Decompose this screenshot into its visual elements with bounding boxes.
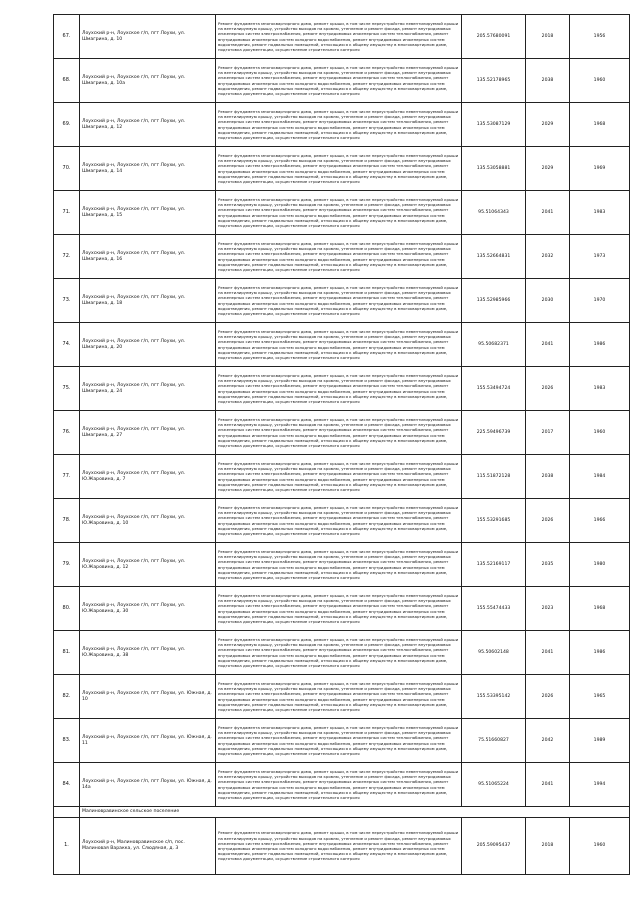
row-plan-year: 2038 xyxy=(526,455,570,499)
row-plan-year: 2038 xyxy=(526,59,570,103)
row-number: 68. xyxy=(54,59,80,103)
row-address: Лоухский р-н, Лоухское г/п, пгт Лоухи, ул. Шмагрина, д. 10 xyxy=(80,15,216,59)
row-build-year: 1983 xyxy=(570,191,630,235)
row-work-list: Ремонт фундамента многоквартирного дома, ремонт крыши, в том числе переустройство невентилируемой крыши на вентилируемую крышу, устройство выходов на кровлю, утепление и ремонт фасада, ремонт внутридомовых инженерных систем электроснабжения, ремонт внутридомовых инженерных систем теплоснабжения, ремонт внутридомовых инженерных систем холодного водоснабжения, ремонт внутридомовых инженерных систем водоотведения, ремонт подвальных помещений, относящихся к общему имуществу в многоквартирном доме, подготовка документации, осуществление строительного контроля xyxy=(216,818,462,875)
table-row xyxy=(54,719,630,763)
row-number: 67. xyxy=(54,15,80,59)
row-plan-year: 2026 xyxy=(526,499,570,543)
row-number: 78. xyxy=(54,499,80,543)
row-cost: 135.52985966 xyxy=(462,279,526,323)
row-cost: 135.53087129 xyxy=(462,103,526,147)
row-cost: 95.51064343 xyxy=(462,191,526,235)
row-cost: 95.51065224 xyxy=(462,763,526,807)
row-work-list: Ремонт фундамента многоквартирного дома, ремонт крыши, в том числе переустройство невентилируемой крыши на вентилируемую крышу, устройство выходов на кровлю, утепление и ремонт фасада, ремонт внутридомовых инженерных систем электроснабжения, ремонт внутридомовых инженерных систем теплоснабжения, ремонт внутридомовых инженерных систем холодного водоснабжения, ремонт внутридомовых инженерных систем водоотведения, ремонт подвальных помещений, относящихся к общему имуществу в многоквартирном доме, подготовка документации, осуществление строительного контроля xyxy=(216,631,462,675)
table-body xyxy=(54,15,630,807)
row-plan-year: 2018 xyxy=(526,15,570,59)
row-cost: 135.53058881 xyxy=(462,147,526,191)
row-work-list: Ремонт фундамента многоквартирного дома, ремонт крыши, в том числе переустройство невентилируемой крыши на вентилируемую крышу, устройство выходов на кровлю, утепление и ремонт фасада, ремонт внутридомовых инженерных систем электроснабжения, ремонт внутридомовых инженерных систем теплоснабжения, ремонт внутридомовых инженерных систем холодного водоснабжения, ремонт внутридомовых инженерных систем водоотведения, ремонт подвальных помещений, относящихся к общему имуществу в многоквартирном доме, подготовка документации, осуществление строительного контроля xyxy=(216,543,462,587)
row-plan-year: 2035 xyxy=(526,543,570,587)
row-plan-year: 2029 xyxy=(526,147,570,191)
row-address: Лоухский р-н, Лоухское г/п, пгт Лоухи, ул. Ю.Жаровина, д. 10 xyxy=(80,499,216,543)
row-build-year: 1968 xyxy=(570,103,630,147)
row-work-list: Ремонт фундамента многоквартирного дома, ремонт крыши, в том числе переустройство невентилируемой крыши на вентилируемую крышу, устройство выходов на кровлю, утепление и ремонт фасада, ремонт внутридомовых инженерных систем электроснабжения, ремонт внутридомовых инженерных систем теплоснабжения, ремонт внутридомовых инженерных систем холодного водоснабжения, ремонт внутридомовых инженерных систем водоотведения, ремонт подвальных помещений, относящихся к общему имуществу в многоквартирном доме, подготовка документации, осуществление строительного контроля xyxy=(216,719,462,763)
row-address: Лоухский р-н, Лоухское г/п, пгт Лоухи, ул. Южная, д. 10 xyxy=(80,675,216,719)
capital-repair-table xyxy=(53,14,630,875)
row-build-year: 1956 xyxy=(570,15,630,59)
row-cost: 135.52169117 xyxy=(462,543,526,587)
row-work-list: Ремонт фундамента многоквартирного дома, ремонт крыши, в том числе переустройство невентилируемой крыши на вентилируемую крышу, устройство выходов на кровлю, утепление и ремонт фасада, ремонт внутридомовых инженерных систем электроснабжения, ремонт внутридомовых инженерных систем теплоснабжения, ремонт внутридомовых инженерных систем холодного водоснабжения, ремонт внутридомовых инженерных систем водоотведения, ремонт подвальных помещений, относящихся к общему имуществу в многоквартирном доме, подготовка документации, осуществление строительного контроля xyxy=(216,499,462,543)
row-cost: 205.59095437 xyxy=(462,818,526,875)
row-cost: 135.52664831 xyxy=(462,235,526,279)
row-build-year: 1966 xyxy=(570,499,630,543)
row-cost: 155.55474433 xyxy=(462,587,526,631)
row-build-year: 1980 xyxy=(570,543,630,587)
row-address: Лоухский р-н, Лоухское г/п, пгт Лоухи, ул. Шмагрина, д. 27 xyxy=(80,411,216,455)
row-cost: 225.59496739 xyxy=(462,411,526,455)
row-build-year: 1970 xyxy=(570,279,630,323)
row-number: 77. xyxy=(54,455,80,499)
table-row xyxy=(54,543,630,587)
row-plan-year: 2017 xyxy=(526,411,570,455)
row-number: 80. xyxy=(54,587,80,631)
table-row xyxy=(54,818,630,875)
row-number: 74. xyxy=(54,323,80,367)
row-number: 70. xyxy=(54,147,80,191)
table-row xyxy=(54,763,630,807)
row-address: Лоухский р-н, Лоухское г/п, пгт Лоухи, ул. Шмагрина, д. 10а xyxy=(80,59,216,103)
row-cost: 115.51872128 xyxy=(462,455,526,499)
row-plan-year: 2042 xyxy=(526,719,570,763)
row-number: 81. xyxy=(54,631,80,675)
row-work-list: Ремонт фундамента многоквартирного дома, ремонт крыши, в том числе переустройство невентилируемой крыши на вентилируемую крышу, устройство выходов на кровлю, утепление и ремонт фасада, ремонт внутридомовых инженерных систем электроснабжения, ремонт внутридомовых инженерных систем теплоснабжения, ремонт внутридомовых инженерных систем холодного водоснабжения, ремонт внутридомовых инженерных систем водоотведения, ремонт подвальных помещений, относящихся к общему имуществу в многоквартирном доме, подготовка документации, осуществление строительного контроля xyxy=(216,587,462,631)
row-work-list: Ремонт фундамента многоквартирного дома, ремонт крыши, в том числе переустройство невентилируемой крыши на вентилируемую крышу, устройство выходов на кровлю, утепление и ремонт фасада, ремонт внутридомовых инженерных систем электроснабжения, ремонт внутридомовых инженерных систем теплоснабжения, ремонт внутридомовых инженерных систем холодного водоснабжения, ремонт внутридомовых инженерных систем водоотведения, ремонт подвальных помещений, относящихся к общему имуществу в многоквартирном доме, подготовка документации, осуществление строительного контроля xyxy=(216,323,462,367)
row-address: Лоухский р-н, Лоухское г/п, пгт Лоухи, ул. Южная, д. 14а xyxy=(80,763,216,807)
row-build-year: 1994 xyxy=(570,763,630,807)
table-row xyxy=(54,103,630,147)
row-number: 76. xyxy=(54,411,80,455)
table-row xyxy=(54,323,630,367)
row-plan-year: 2041 xyxy=(526,191,570,235)
row-number: 79. xyxy=(54,543,80,587)
row-number: 84. xyxy=(54,763,80,807)
table-row xyxy=(54,499,630,543)
row-build-year: 1960 xyxy=(570,411,630,455)
table-row xyxy=(54,235,630,279)
row-work-list: Ремонт фундамента многоквартирного дома, ремонт крыши, в том числе переустройство невентилируемой крыши на вентилируемую крышу, устройство выходов на кровлю, утепление и ремонт фасада, ремонт внутридомовых инженерных систем электроснабжения, ремонт внутридомовых инженерных систем теплоснабжения, ремонт внутридомовых инженерных систем холодного водоснабжения, ремонт внутридомовых инженерных систем водоотведения, ремонт подвальных помещений, относящихся к общему имуществу в многоквартирном доме, подготовка документации, осуществление строительного контроля xyxy=(216,763,462,807)
section-num-cell xyxy=(54,807,80,818)
row-number: 73. xyxy=(54,279,80,323)
row-cost: 95.50602148 xyxy=(462,631,526,675)
row-address: Лоухский р-н, Лоухское г/п, пгт Лоухи, ул. Шмагрина, д. 18 xyxy=(80,279,216,323)
row-cost: 155.53395142 xyxy=(462,675,526,719)
table-row xyxy=(54,367,630,411)
row-address: Лоухский р-н, Лоухское г/п, пгт Лоухи, ул. Шмагрина, д. 20 xyxy=(80,323,216,367)
row-address: Лоухский р-н, Лоухское г/п, пгт Лоухи, ул. Ю.Жаровина, д. 12 xyxy=(80,543,216,587)
row-number: 69. xyxy=(54,103,80,147)
row-address: Лоухский р-н, Лоухское г/п, пгт Лоухи, ул. Ю.Жаровина, д. 30 xyxy=(80,587,216,631)
row-address: Лоухский р-н, Лоухское г/п, пгт Лоухи, ул. Шмагрина, д. 16 xyxy=(80,235,216,279)
row-cost: 95.50682371 xyxy=(462,323,526,367)
row-work-list: Ремонт фундамента многоквартирного дома, ремонт крыши, в том числе переустройство невентилируемой крыши на вентилируемую крышу, устройство выходов на кровлю, утепление и ремонт фасада, ремонт внутридомовых инженерных систем электроснабжения, ремонт внутридомовых инженерных систем теплоснабжения, ремонт внутридомовых инженерных систем холодного водоснабжения, ремонт внутридомовых инженерных систем водоотведения, ремонт подвальных помещений, относящихся к общему имуществу в многоквартирном доме, подготовка документации, осуществление строительного контроля xyxy=(216,59,462,103)
row-number: 71. xyxy=(54,191,80,235)
row-address: Лоухский р-н, Лоухское г/п, пгт Лоухи, ул. Ю.Жаровина, д. 7 xyxy=(80,455,216,499)
section-row xyxy=(54,807,630,818)
table-row xyxy=(54,455,630,499)
table-row xyxy=(54,147,630,191)
row-build-year: 1986 xyxy=(570,631,630,675)
row-cost: 155.53494724 xyxy=(462,367,526,411)
row-build-year: 1968 xyxy=(570,587,630,631)
row-address: Лоухский р-н, Малиновравинское с/п, пос. Малиновая Варакка, ул. Слюдяная, д. 3 xyxy=(80,818,216,875)
row-build-year: 1983 xyxy=(570,367,630,411)
row-build-year: 1986 xyxy=(570,323,630,367)
row-cost: 205.57680091 xyxy=(462,15,526,59)
row-plan-year: 2041 xyxy=(526,323,570,367)
row-number: 1. xyxy=(54,818,80,875)
row-cost: 155.53291685 xyxy=(462,499,526,543)
row-build-year: 1989 xyxy=(570,719,630,763)
table-row xyxy=(54,675,630,719)
row-plan-year: 2026 xyxy=(526,367,570,411)
row-plan-year: 2041 xyxy=(526,763,570,807)
row-cost: 75.51660827 xyxy=(462,719,526,763)
row-build-year: 1960 xyxy=(570,818,630,875)
row-plan-year: 2032 xyxy=(526,235,570,279)
table-row xyxy=(54,279,630,323)
row-address: Лоухский р-н, Лоухское г/п, пгт Лоухи, ул. Шмагрина, д. 14 xyxy=(80,147,216,191)
row-plan-year: 2026 xyxy=(526,675,570,719)
table-row xyxy=(54,15,630,59)
row-build-year: 1965 xyxy=(570,675,630,719)
row-work-list: Ремонт фундамента многоквартирного дома, ремонт крыши, в том числе переустройство невентилируемой крыши на вентилируемую крышу, устройство выходов на кровлю, утепление и ремонт фасада, ремонт внутридомовых инженерных систем электроснабжения, ремонт внутридомовых инженерных систем теплоснабжения, ремонт внутридомовых инженерных систем холодного водоснабжения, ремонт внутридомовых инженерных систем водоотведения, ремонт подвальных помещений, относящихся к общему имуществу в многоквартирном доме, подготовка документации, осуществление строительного контроля xyxy=(216,235,462,279)
row-build-year: 1984 xyxy=(570,455,630,499)
row-work-list: Ремонт фундамента многоквартирного дома, ремонт крыши, в том числе переустройство невентилируемой крыши на вентилируемую крышу, устройство выходов на кровлю, утепление и ремонт фасада, ремонт внутридомовых инженерных систем электроснабжения, ремонт внутридомовых инженерных систем теплоснабжения, ремонт внутридомовых инженерных систем холодного водоснабжения, ремонт внутридомовых инженерных систем водоотведения, ремонт подвальных помещений, относящихся к общему имуществу в многоквартирном доме, подготовка документации, осуществление строительного контроля xyxy=(216,411,462,455)
table-row xyxy=(54,587,630,631)
row-work-list: Ремонт фундамента многоквартирного дома, ремонт крыши, в том числе переустройство невентилируемой крыши на вентилируемую крышу, устройство выходов на кровлю, утепление и ремонт фасада, ремонт внутридомовых инженерных систем электроснабжения, ремонт внутридомовых инженерных систем теплоснабжения, ремонт внутридомовых инженерных систем холодного водоснабжения, ремонт внутридомовых инженерных систем водоотведения, ремонт подвальных помещений, относящихся к общему имуществу в многоквартирном доме, подготовка документации, осуществление строительного контроля xyxy=(216,147,462,191)
row-plan-year: 2023 xyxy=(526,587,570,631)
table-row xyxy=(54,59,630,103)
section-body xyxy=(54,807,630,875)
row-build-year: 1973 xyxy=(570,235,630,279)
row-work-list: Ремонт фундамента многоквартирного дома, ремонт крыши, в том числе переустройство невентилируемой крыши на вентилируемую крышу, устройство выходов на кровлю, утепление и ремонт фасада, ремонт внутридомовых инженерных систем электроснабжения, ремонт внутридомовых инженерных систем теплоснабжения, ремонт внутридомовых инженерных систем холодного водоснабжения, ремонт внутридомовых инженерных систем водоотведения, ремонт подвальных помещений, относящихся к общему имуществу в многоквартирном доме, подготовка документации, осуществление строительного контроля xyxy=(216,15,462,59)
table-row xyxy=(54,631,630,675)
row-work-list: Ремонт фундамента многоквартирного дома, ремонт крыши, в том числе переустройство невентилируемой крыши на вентилируемую крышу, устройство выходов на кровлю, утепление и ремонт фасада, ремонт внутридомовых инженерных систем электроснабжения, ремонт внутридомовых инженерных систем теплоснабжения, ремонт внутридомовых инженерных систем холодного водоснабжения, ремонт внутридомовых инженерных систем водоотведения, ремонт подвальных помещений, относящихся к общему имуществу в многоквартирном доме, подготовка документации, осуществление строительного контроля xyxy=(216,103,462,147)
row-work-list: Ремонт фундамента многоквартирного дома, ремонт крыши, в том числе переустройство невентилируемой крыши на вентилируемую крышу, устройство выходов на кровлю, утепление и ремонт фасада, ремонт внутридомовых инженерных систем электроснабжения, ремонт внутридомовых инженерных систем теплоснабжения, ремонт внутридомовых инженерных систем холодного водоснабжения, ремонт внутридомовых инженерных систем водоотведения, ремонт подвальных помещений, относящихся к общему имуществу в многоквартирном доме, подготовка документации, осуществление строительного контроля xyxy=(216,191,462,235)
row-address: Лоухский р-н, Лоухское г/п, пгт Лоухи, ул. Южная, д. 11 xyxy=(80,719,216,763)
row-address: Лоухский р-н, Лоухское г/п, пгт Лоухи, ул. Шмагрина, д. 24 xyxy=(80,367,216,411)
row-number: 75. xyxy=(54,367,80,411)
row-address: Лоухский р-н, Лоухское г/п, пгт Лоухи, ул. Шмагрина, д. 15 xyxy=(80,191,216,235)
row-work-list: Ремонт фундамента многоквартирного дома, ремонт крыши, в том числе переустройство невентилируемой крыши на вентилируемую крышу, устройство выходов на кровлю, утепление и ремонт фасада, ремонт внутридомовых инженерных систем электроснабжения, ремонт внутридомовых инженерных систем теплоснабжения, ремонт внутридомовых инженерных систем холодного водоснабжения, ремонт внутридомовых инженерных систем водоотведения, ремонт подвальных помещений, относящихся к общему имуществу в многоквартирном доме, подготовка документации, осуществление строительного контроля xyxy=(216,675,462,719)
row-address: Лоухский р-н, Лоухское г/п, пгт Лоухи, ул. Ю.Жаровина, д. 38 xyxy=(80,631,216,675)
section-title: Малиновравинское сельское поселение xyxy=(80,807,630,818)
row-plan-year: 2029 xyxy=(526,103,570,147)
row-cost: 135.52178965 xyxy=(462,59,526,103)
table-row xyxy=(54,191,630,235)
row-number: 72. xyxy=(54,235,80,279)
row-work-list: Ремонт фундамента многоквартирного дома, ремонт крыши, в том числе переустройство невентилируемой крыши на вентилируемую крышу, устройство выходов на кровлю, утепление и ремонт фасада, ремонт внутридомовых инженерных систем электроснабжения, ремонт внутридомовых инженерных систем теплоснабжения, ремонт внутридомовых инженерных систем холодного водоснабжения, ремонт внутридомовых инженерных систем водоотведения, ремонт подвальных помещений, относящихся к общему имуществу в многоквартирном доме, подготовка документации, осуществление строительного контроля xyxy=(216,455,462,499)
row-work-list: Ремонт фундамента многоквартирного дома, ремонт крыши, в том числе переустройство невентилируемой крыши на вентилируемую крышу, устройство выходов на кровлю, утепление и ремонт фасада, ремонт внутридомовых инженерных систем электроснабжения, ремонт внутридомовых инженерных систем теплоснабжения, ремонт внутридомовых инженерных систем холодного водоснабжения, ремонт внутридомовых инженерных систем водоотведения, ремонт подвальных помещений, относящихся к общему имуществу в многоквартирном доме, подготовка документации, осуществление строительного контроля xyxy=(216,279,462,323)
table-row xyxy=(54,411,630,455)
row-address: Лоухский р-н, Лоухское г/п, пгт Лоухи, ул. Шмагрина, д. 12 xyxy=(80,103,216,147)
row-plan-year: 2030 xyxy=(526,279,570,323)
row-build-year: 1969 xyxy=(570,147,630,191)
row-plan-year: 2018 xyxy=(526,818,570,875)
row-plan-year: 2041 xyxy=(526,631,570,675)
row-number: 83. xyxy=(54,719,80,763)
row-number: 82. xyxy=(54,675,80,719)
row-build-year: 1960 xyxy=(570,59,630,103)
row-work-list: Ремонт фундамента многоквартирного дома, ремонт крыши, в том числе переустройство невентилируемой крыши на вентилируемую крышу, устройство выходов на кровлю, утепление и ремонт фасада, ремонт внутридомовых инженерных систем электроснабжения, ремонт внутридомовых инженерных систем теплоснабжения, ремонт внутридомовых инженерных систем холодного водоснабжения, ремонт внутридомовых инженерных систем водоотведения, ремонт подвальных помещений, относящихся к общему имуществу в многоквартирном доме, подготовка документации, осуществление строительного контроля xyxy=(216,367,462,411)
